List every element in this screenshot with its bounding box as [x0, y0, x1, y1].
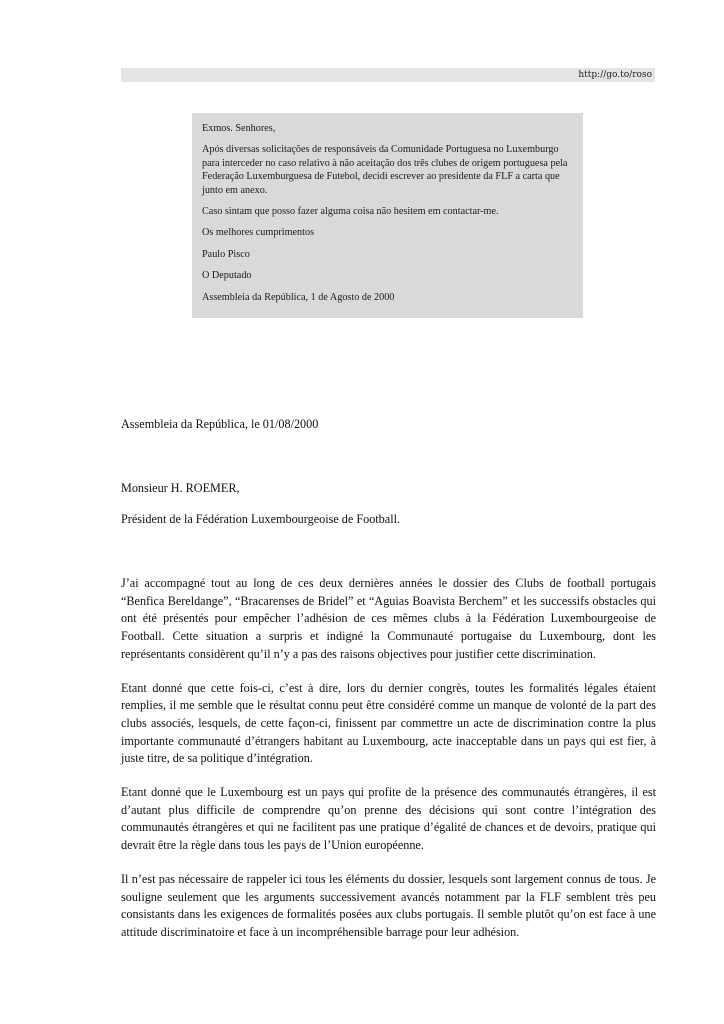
letter-addressee: Monsieur H. ROEMER, [121, 481, 240, 495]
letter-paragraph: Il n’est pas nécessaire de rappeler ici tous les éléments du dossier, lesquels sont largement connus de tous. Je souligne seulement que les arguments successivement avancés notamment par la FLF semblent très peu consistants dans les exigences de formalités posées aux clubs portugais. Il semble plutôt qu’on est face à une attitude discriminatoire et face à un incompréhensible barrage pour leur adhésion. [121, 871, 656, 939]
note-greeting: Exmos. Senhores, [202, 123, 276, 134]
letter-paragraph: Etant donné que cette fois-ci, c’est à dire, lors du dernier congrès, toutes les formalités légales étaient remplies, il me semble que le résultat connu peut être considéré comme un manque de volonté de la part des clubs associés, lesquels, de cette façon-ci, finissent par commettre un acte de discrimination contre la plus importante communauté d’étrangers habitant au Luxembourg, acte inacceptable dans un pays qui est fier, à juste titre, de sa politique d’intégration. [121, 680, 656, 766]
page-header-bar [121, 68, 655, 82]
letter-paragraph: Etant donné que le Luxembourg est un pays qui profite de la présence des communautés étrangères, il est d’autant plus difficile de comprendre qu’on prenne des décisions qui sont contre l’intégration des communautés étrangères et qui ne facilitent pas une pratique d’égalité de chances et de devoirs, pratique qui devrait être la règle dans tous les pays de l’Union européenne. [121, 785, 656, 853]
header-url: http://go.to/roso [578, 70, 652, 80]
letter-place-date: Assembleia da República, le 01/08/2000 [121, 417, 319, 431]
note-closing: Os melhores cumprimentos [202, 227, 315, 239]
letter-body [121, 575, 656, 958]
note-signature-name: Paulo Pisco [202, 248, 250, 260]
letter-addressee-title: Président de la Fédération Luxembourgeoise de Football. [121, 512, 401, 526]
note-signature-role: O Deputado [202, 270, 252, 282]
note-paragraph-1: Após diversas solicitações de responsáveis da Comunidade Portuguesa no Luxemburgo para interceder no caso relativo à não aceitação dos três clubes de origem portuguesa pela Federação Luxemburguesa de Futebol, decidi escrever ao presidente da FLF a carta que junto em anexo. [202, 144, 568, 196]
letter-paragraph: J’ai accompagné tout au long de ces deux dernières années le dossier des Clubs de football portugais “Benfica Bereldange”, “Bracarenses de Bridel” et “Aguias Boavista Berchem” et les successifs obstacles qui ont été présentés pour empêcher l’adhésion de ces mêmes clubs à la Fédération Luxembourgeoise de Football. Cette situation a surpris et indigné la Communauté portugaise du Luxembourg, dont les représentants considèrent qu’il n’y a pas des raisons objectives pour justifier cette discrimination. [121, 576, 656, 661]
cover-note [192, 113, 583, 318]
note-paragraph-2: Caso sintam que posso fazer alguma coisa não hesitem em contactar-me. [202, 206, 499, 218]
note-place-date: Assembleia da República, 1 de Agosto de 2000 [202, 291, 395, 303]
